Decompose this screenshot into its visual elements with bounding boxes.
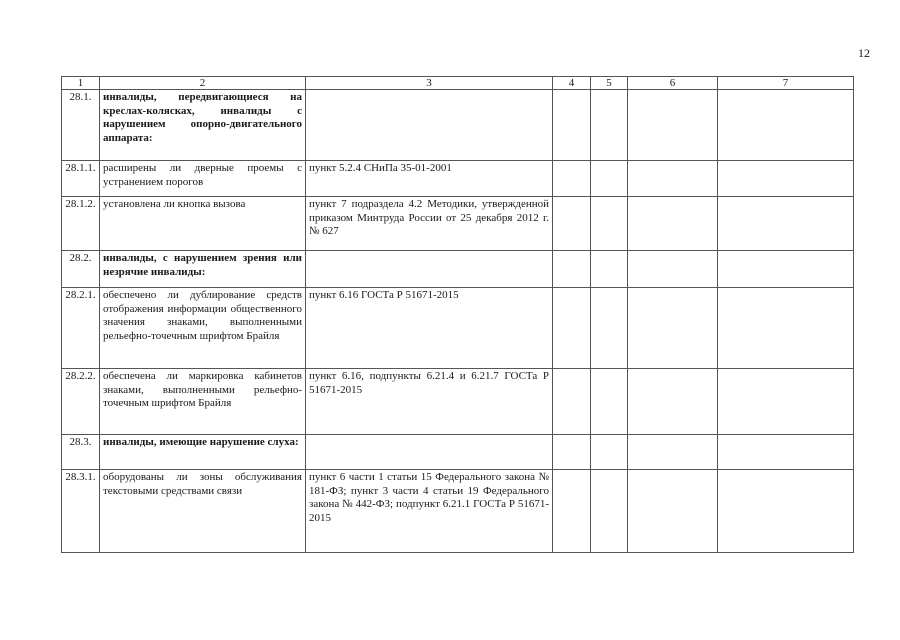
empty-cell [553, 161, 591, 197]
empty-cell [628, 435, 718, 470]
column-header: 6 [628, 77, 718, 90]
empty-cell [628, 197, 718, 251]
empty-cell [718, 251, 854, 288]
table-row [62, 288, 854, 369]
column-header: 3 [306, 77, 553, 90]
empty-cell [591, 90, 628, 161]
row-criterion: инвалиды, имеющие нарушение слуха: [100, 435, 306, 470]
table-row [62, 197, 854, 251]
empty-cell [553, 369, 591, 435]
row-criterion: расширены ли дверные проемы с устранением порогов [100, 161, 306, 197]
empty-cell [718, 161, 854, 197]
empty-cell [628, 90, 718, 161]
empty-cell [553, 288, 591, 369]
empty-cell [628, 161, 718, 197]
empty-cell [628, 369, 718, 435]
row-reference: пункт 5.2.4 СНиПа 35-01-2001 [306, 161, 553, 197]
table-row [62, 251, 854, 288]
empty-cell [628, 251, 718, 288]
row-criterion: обеспечена ли маркировка кабинетов знаками, выполненными рельефно-точечным шрифтом Брайля [100, 369, 306, 435]
row-number: 28.1.1. [62, 161, 100, 197]
empty-cell [718, 369, 854, 435]
empty-cell [718, 435, 854, 470]
row-reference: пункт 6.16, подпункты 6.21.4 и 6.21.7 ГОСТа Р 51671-2015 [306, 369, 553, 435]
column-header: 7 [718, 77, 854, 90]
row-number: 28.2.2. [62, 369, 100, 435]
row-reference [306, 90, 553, 161]
column-header: 1 [62, 77, 100, 90]
column-header: 5 [591, 77, 628, 90]
table-header-row [62, 77, 854, 90]
row-reference [306, 435, 553, 470]
column-header: 2 [100, 77, 306, 90]
empty-cell [591, 288, 628, 369]
row-reference: пункт 7 подраздела 4.2 Методики, утвержденной приказом Минтруда России от 25 декабря 2012 г. № 627 [306, 197, 553, 251]
empty-cell [553, 435, 591, 470]
empty-cell [591, 369, 628, 435]
row-number: 28.3. [62, 435, 100, 470]
empty-cell [553, 470, 591, 553]
empty-cell [718, 288, 854, 369]
empty-cell [591, 435, 628, 470]
empty-cell [718, 90, 854, 161]
row-number: 28.3.1. [62, 470, 100, 553]
table-row [62, 161, 854, 197]
column-header: 4 [553, 77, 591, 90]
empty-cell [553, 251, 591, 288]
row-reference: пункт 6 части 1 статьи 15 Федерального закона № 181-ФЗ; пункт 3 части 4 статьи 19 Федерального закона № 442-ФЗ; подпункт 6.21.1 ГОСТа Р 51671-2015 [306, 470, 553, 553]
row-criterion: обеспечено ли дублирование средств отображения информации общественного значения знаками, выполненными рельефно-точечным шрифтом Брайля [100, 288, 306, 369]
table-row [62, 470, 854, 553]
table-row [62, 435, 854, 470]
empty-cell [553, 90, 591, 161]
empty-cell [628, 288, 718, 369]
row-criterion: установлена ли кнопка вызова [100, 197, 306, 251]
row-reference [306, 251, 553, 288]
empty-cell [628, 470, 718, 553]
empty-cell [591, 251, 628, 288]
row-criterion: оборудованы ли зоны обслуживания текстовыми средствами связи [100, 470, 306, 553]
empty-cell [591, 197, 628, 251]
row-number: 28.2. [62, 251, 100, 288]
checklist-table [61, 76, 854, 553]
empty-cell [591, 470, 628, 553]
empty-cell [718, 197, 854, 251]
empty-cell [718, 470, 854, 553]
row-criterion: инвалиды, передвигающиеся на креслах-колясках, инвалиды с нарушением опорно-двигательного аппарата: [100, 90, 306, 161]
table-row [62, 90, 854, 161]
row-reference: пункт 6.16 ГОСТа Р 51671-2015 [306, 288, 553, 369]
table-row [62, 369, 854, 435]
empty-cell [553, 197, 591, 251]
row-number: 28.2.1. [62, 288, 100, 369]
empty-cell [591, 161, 628, 197]
page-number: 12 [858, 46, 870, 60]
row-number: 28.1. [62, 90, 100, 161]
row-number: 28.1.2. [62, 197, 100, 251]
row-criterion: инвалиды, с нарушением зрения или незрячие инвалиды: [100, 251, 306, 288]
